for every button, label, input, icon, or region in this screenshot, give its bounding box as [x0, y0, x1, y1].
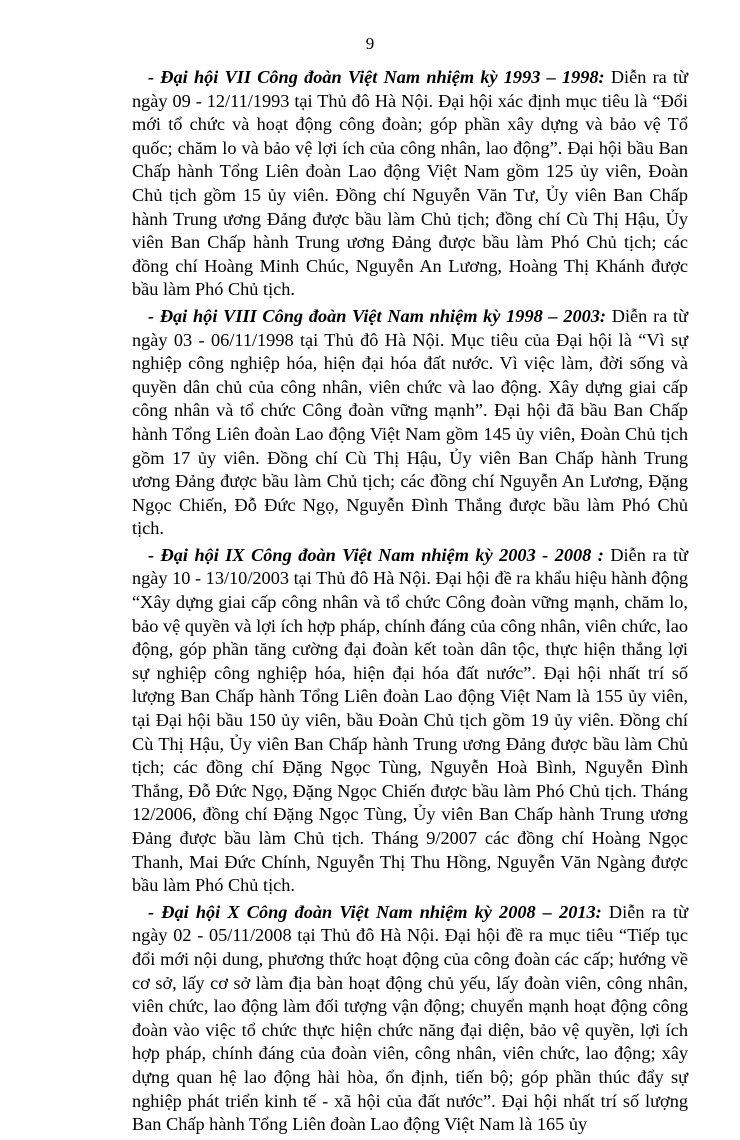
congress-viii-paragraph: [132, 305, 688, 541]
congress-ix-heading: - Đại hội IX Công đoàn Việt Nam nhiệm kỳ 2003 - 2008 :: [148, 544, 604, 565]
congress-vii-paragraph: [132, 66, 688, 302]
congress-ix-text: Diễn ra từ ngày 10 - 13/10/2003 tại Thủ đô Hà Nội. Đại hội đề ra khẩu hiệu hành động “Xây dựng giai cấp công nhân và tổ chức Công đoàn vững mạnh, chăm lo, bảo vệ quyền và lợi ích hợp pháp, chính đáng của công nhân, viên chức, lao động, góp phần tăng cường đại đoàn kết toàn dân tộc, thực hiện thắng lợi sự nghiệp công nghiệp hóa, hiện đại hóa đất nước”. Đại hội nhất trí số lượng Ban Chấp hành Tổng Liên đoàn Lao động Việt Nam là 155 ủy viên, tại Đại hội bầu 150 ủy viên, bầu Đoàn Chủ tịch gồm 19 ủy viên. Đồng chí Cù Thị Hậu, Ủy viên Ban Chấp hành Trung ương Đảng được bầu làm Chủ tịch; các đồng chí Đặng Ngọc Tùng, Nguyễn Hoà Bình, Nguyễn Đình Thắng, Đỗ Đức Ngọ, Đặng Ngọc Chiến được bầu làm Phó Chủ tịch. Tháng 12/2006, đồng chí Đặng Ngọc Tùng, Ủy viên Ban Chấp hành Trung ương Đảng được bầu làm Chủ tịch. Tháng 9/2007 các đồng chí Hoàng Ngọc Thanh, Mai Đức Chính, Nguyễn Thị Thu Hồng, Nguyễn Văn Ngàng được bầu làm Phó Chủ tịch.: [132, 544, 689, 896]
congress-x-heading: - Đại hội X Công đoàn Việt Nam nhiệm kỳ 2008 – 2013:: [148, 901, 602, 922]
congress-x-paragraph: [132, 901, 688, 1137]
congress-viii-text: Diễn ra từ ngày 03 - 06/11/1998 tại Thủ đô Hà Nội. Mục tiêu của Đại hội là “Vì sự nghiệp công nghiệp hóa, hiện đại hóa đất nước. Vì việc làm, đời sống và quyền dân chủ của công nhân, viên chức và lao động. Xây dựng giai cấp công nhân và tổ chức Công đoàn vững mạnh”. Đại hội đã bầu Ban Chấp hành Tổng Liên đoàn Lao động Việt Nam gồm 145 ủy viên, Đoàn Chủ tịch gồm 17 ủy viên. Đồng chí Cù Thị Hậu, Ủy viên Ban Chấp hành Trung ương Đảng được bầu làm Chủ tịch; các đồng chí Nguyễn An Lương, Đặng Ngọc Chiến, Đỗ Đức Ngọ, Nguyễn Đình Thắng được bầu làm Phó Chủ tịch.: [132, 305, 689, 539]
congress-ix-paragraph: [132, 544, 688, 898]
congress-vii-text: Diễn ra từ ngày 09 - 12/11/1993 tại Thủ đô Hà Nội. Đại hội xác định mục tiêu là “Đổi mới tổ chức và hoạt động công đoàn; góp phần xây dựng và bảo vệ Tổ quốc; chăm lo và bảo vệ lợi ích của công nhân, lao động”. Đại hội bầu Ban Chấp hành Tổng Liên đoàn Lao động Việt Nam gồm 125 ủy viên, Đoàn Chủ tịch gồm 15 ủy viên. Đồng chí Nguyễn Văn Tư, Ủy viên Ban Chấp hành Trung ương Đảng được bầu làm Chủ tịch; đồng chí Cù Thị Hậu, Ủy viên Ban Chấp hành Trung ương Đảng được bầu làm Phó Chủ tịch; các đồng chí Hoàng Minh Chúc, Nguyễn An Lương, Hoàng Thị Khánh được bầu làm Phó Chủ tịch.: [132, 67, 688, 300]
page-number: 9: [365, 34, 375, 53]
page-body: [132, 66, 688, 1140]
congress-x-text: Diễn ra từ ngày 02 - 05/11/2008 tại Thủ đô Hà Nội. Đại hội đề ra mục tiêu “Tiếp tục đổi mới nội dung, phương thức hoạt động của công đoàn các cấp; hướng về cơ sở, lấy cơ sở làm địa bàn hoạt động chủ yếu, lấy đoàn viên, công nhân, viên chức, lao động làm đối tượng vận động; chuyển mạnh hoạt động công đoàn vào việc tổ chức thực hiện chức năng đại diện, bảo vệ quyền, lợi ích hợp pháp, chính đáng của đoàn viên, công nhân, viên chức, lao động; xây dựng quan hệ lao động hài hòa, ổn định, tiến bộ; góp phần thúc đẩy sự nghiệp phát triển kinh tế - xã hội của đất nước”. Đại hội nhất trí số lượng Ban Chấp hành Tổng Liên đoàn Lao động Việt Nam là 165 ủy: [132, 901, 689, 1135]
congress-vii-heading: - Đại hội VII Công đoàn Việt Nam nhiệm kỳ 1993 – 1998:: [148, 67, 605, 87]
congress-viii-heading: - Đại hội VIII Công đoàn Việt Nam nhiệm kỳ 1998 – 2003:: [148, 305, 607, 326]
